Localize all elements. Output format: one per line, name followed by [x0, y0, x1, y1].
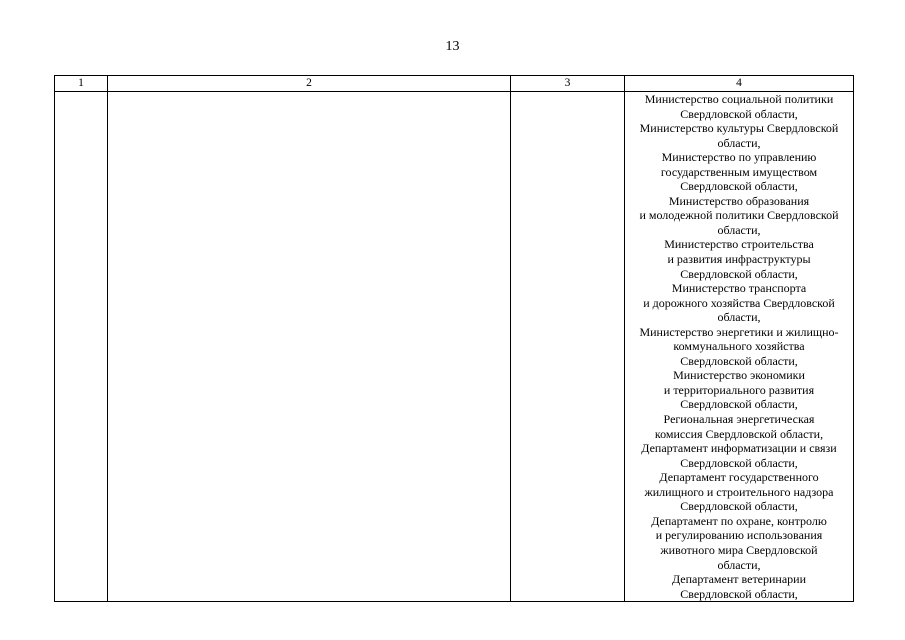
cell-text-line: области, — [717, 557, 761, 572]
cell-text-line: и регулированию использования — [655, 528, 823, 543]
cell-text-line: Министерство образования — [668, 193, 810, 208]
header-col-3: 3 — [511, 76, 625, 92]
document-table — [54, 75, 854, 602]
cell-col-1 — [55, 92, 108, 602]
cell-text-line: Министерство энергетики и жилищно- — [639, 324, 839, 339]
header-col-4: 4 — [625, 76, 854, 92]
cell-text-line: животного мира Свердловской — [660, 542, 818, 557]
cell-text-line: Департамент государственного — [659, 470, 819, 485]
page-number: 13 — [445, 39, 460, 54]
cell-text-line: жилищного и строительного надзора — [644, 484, 834, 499]
cell-text-line: Министерство социальной политики — [644, 92, 834, 106]
cell-text-line: Свердловской области, — [680, 397, 798, 412]
cell-text-line: Министерство экономики — [673, 368, 805, 383]
header-col-2: 2 — [108, 76, 511, 92]
cell-text-line: Свердловской области, — [680, 106, 798, 121]
cell-col-4 — [625, 92, 854, 602]
cell-text-line: Свердловской области, — [680, 586, 798, 601]
cell-text-line: Департамент ветеринарии — [671, 572, 807, 587]
table-header-row — [55, 76, 854, 92]
cell-col-2 — [108, 92, 511, 602]
cell-text-line: и развития инфраструктуры — [667, 252, 811, 267]
cell-text-line: Министерство по управлению — [661, 150, 817, 165]
table-row — [55, 92, 854, 602]
cell-text-line: Свердловской области, — [680, 266, 798, 281]
cell-text-line: области, — [717, 222, 761, 237]
cell-text-line: Региональная энергетическая — [663, 412, 815, 427]
header-col-1: 1 — [55, 76, 108, 92]
cell-text-line: и территориального развития — [663, 382, 815, 397]
cell-text-line: области, — [717, 310, 761, 325]
cell-text-line: Министерство культуры Свердловской — [639, 121, 839, 136]
cell-text-line: области, — [717, 135, 761, 150]
cell-text-line: комиссия Свердловской области, — [654, 426, 824, 441]
cell-text-line: коммунального хозяйства — [673, 339, 805, 354]
cell-text-line: и молодежной политики Свердловской — [639, 208, 839, 223]
cell-text-line: государственным имуществом — [660, 164, 818, 179]
cell-text-line: Свердловской области, — [680, 179, 798, 194]
cell-text-line: Свердловской области, — [680, 499, 798, 514]
cell-text-line: Свердловской области, — [680, 353, 798, 368]
cell-text-line: Департамент по охране, контролю — [651, 513, 827, 528]
cell-text-line: Департамент информатизации и связи — [641, 441, 837, 456]
cell-text-line: Министерство строительства — [664, 237, 814, 252]
cell-text-line: и дорожного хозяйства Свердловской — [643, 295, 835, 310]
cell-text-line: Министерство транспорта — [671, 281, 807, 296]
cell-text-line: Свердловской области, — [680, 455, 798, 470]
cell-col-3 — [511, 92, 625, 602]
